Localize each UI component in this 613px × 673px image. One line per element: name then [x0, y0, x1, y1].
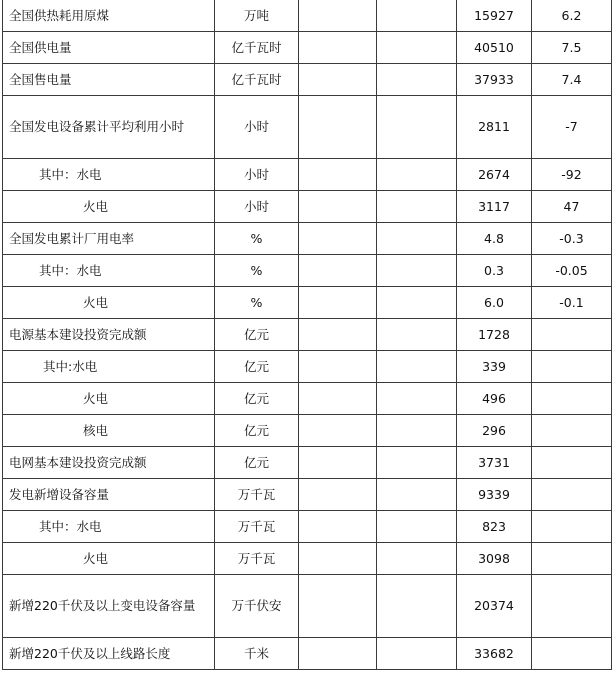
- item-name: 全国供电量: [3, 32, 215, 64]
- item-value: 496: [457, 383, 532, 415]
- table-row: [3, 255, 612, 287]
- empty-cell: [299, 479, 377, 511]
- item-unit: 亿元: [215, 415, 299, 447]
- table-row: [3, 351, 612, 383]
- item-unit: 万吨: [215, 0, 299, 32]
- item-unit: 亿元: [215, 383, 299, 415]
- table-row: [3, 415, 612, 447]
- item-change: [532, 319, 612, 351]
- empty-cell: [377, 415, 457, 447]
- empty-cell: [299, 543, 377, 575]
- item-change: -92: [532, 159, 612, 191]
- item-change: -0.1: [532, 287, 612, 319]
- item-name: 电网基本建设投资完成额: [3, 447, 215, 479]
- item-value: 2811: [457, 96, 532, 159]
- item-change: -7: [532, 96, 612, 159]
- empty-cell: [377, 351, 457, 383]
- table-row: [3, 191, 612, 223]
- item-change: -0.05: [532, 255, 612, 287]
- item-unit: 亿千瓦时: [215, 64, 299, 96]
- empty-cell: [377, 0, 457, 32]
- item-change: 6.2: [532, 0, 612, 32]
- item-value: 3117: [457, 191, 532, 223]
- item-unit: 万千伏安: [215, 575, 299, 638]
- item-name: 全国发电设备累计平均利用小时: [3, 96, 215, 159]
- table-row: [3, 383, 612, 415]
- empty-cell: [299, 96, 377, 159]
- item-unit: %: [215, 255, 299, 287]
- table-row: [3, 319, 612, 351]
- item-unit: 亿元: [215, 447, 299, 479]
- empty-cell: [377, 32, 457, 64]
- empty-cell: [299, 223, 377, 255]
- item-name: 新增220千伏及以上变电设备容量: [3, 575, 215, 638]
- item-name: 电源基本建设投资完成额: [3, 319, 215, 351]
- item-value: 4.8: [457, 223, 532, 255]
- empty-cell: [299, 255, 377, 287]
- empty-cell: [377, 64, 457, 96]
- empty-cell: [377, 383, 457, 415]
- item-unit: 千米: [215, 638, 299, 670]
- item-change: 7.4: [532, 64, 612, 96]
- empty-cell: [377, 191, 457, 223]
- empty-cell: [299, 447, 377, 479]
- item-unit: 小时: [215, 191, 299, 223]
- item-change: 7.5: [532, 32, 612, 64]
- empty-cell: [299, 32, 377, 64]
- item-unit: 亿元: [215, 351, 299, 383]
- item-value: 339: [457, 351, 532, 383]
- empty-cell: [377, 511, 457, 543]
- item-name: 核电: [3, 415, 215, 447]
- empty-cell: [299, 287, 377, 319]
- item-change: 47: [532, 191, 612, 223]
- empty-cell: [377, 223, 457, 255]
- item-change: [532, 415, 612, 447]
- item-unit: 万千瓦: [215, 511, 299, 543]
- item-value: 296: [457, 415, 532, 447]
- item-value: 33682: [457, 638, 532, 670]
- item-change: [532, 479, 612, 511]
- item-value: 2674: [457, 159, 532, 191]
- item-value: 20374: [457, 575, 532, 638]
- item-unit: 万千瓦: [215, 479, 299, 511]
- table-row: [3, 0, 612, 32]
- item-name: 火电: [3, 287, 215, 319]
- table-row: [3, 575, 612, 638]
- item-value: 1728: [457, 319, 532, 351]
- item-name: 全国供热耗用原煤: [3, 0, 215, 32]
- table-row: [3, 447, 612, 479]
- item-change: [532, 351, 612, 383]
- empty-cell: [377, 543, 457, 575]
- item-name: 发电新增设备容量: [3, 479, 215, 511]
- item-value: 15927: [457, 0, 532, 32]
- table-row: [3, 159, 612, 191]
- item-change: [532, 383, 612, 415]
- item-unit: 小时: [215, 96, 299, 159]
- table-row: [3, 479, 612, 511]
- empty-cell: [299, 415, 377, 447]
- empty-cell: [377, 479, 457, 511]
- item-value: 37933: [457, 64, 532, 96]
- empty-cell: [299, 319, 377, 351]
- empty-cell: [299, 351, 377, 383]
- item-value: 0.3: [457, 255, 532, 287]
- empty-cell: [377, 447, 457, 479]
- empty-cell: [299, 511, 377, 543]
- empty-cell: [377, 287, 457, 319]
- item-unit: 亿元: [215, 319, 299, 351]
- empty-cell: [299, 575, 377, 638]
- empty-cell: [377, 96, 457, 159]
- table-row: [3, 543, 612, 575]
- empty-cell: [377, 255, 457, 287]
- item-value: 9339: [457, 479, 532, 511]
- item-name: 其中:水电: [3, 351, 215, 383]
- empty-cell: [299, 638, 377, 670]
- item-change: [532, 447, 612, 479]
- item-name: 火电: [3, 543, 215, 575]
- item-name: 火电: [3, 383, 215, 415]
- item-change: [532, 543, 612, 575]
- table-row: [3, 223, 612, 255]
- item-value: 3098: [457, 543, 532, 575]
- item-change: -0.3: [532, 223, 612, 255]
- item-change: [532, 575, 612, 638]
- empty-cell: [377, 319, 457, 351]
- item-name: 全国售电量: [3, 64, 215, 96]
- item-unit: 小时: [215, 159, 299, 191]
- table-row: [3, 287, 612, 319]
- item-value: 3731: [457, 447, 532, 479]
- item-name: 其中：水电: [3, 255, 215, 287]
- empty-cell: [299, 159, 377, 191]
- table-row: [3, 64, 612, 96]
- item-value: 6.0: [457, 287, 532, 319]
- empty-cell: [299, 383, 377, 415]
- item-unit: 万千瓦: [215, 543, 299, 575]
- item-unit: 亿千瓦时: [215, 32, 299, 64]
- item-name: 其中：水电: [3, 159, 215, 191]
- empty-cell: [299, 64, 377, 96]
- table-row: [3, 511, 612, 543]
- empty-cell: [377, 159, 457, 191]
- item-name: 其中：水电: [3, 511, 215, 543]
- empty-cell: [377, 575, 457, 638]
- item-unit: %: [215, 287, 299, 319]
- item-change: [532, 638, 612, 670]
- empty-cell: [299, 191, 377, 223]
- table-row: [3, 638, 612, 670]
- item-value: 40510: [457, 32, 532, 64]
- statistics-table: [2, 0, 612, 670]
- table-row: [3, 96, 612, 159]
- empty-cell: [377, 638, 457, 670]
- item-name: 新增220千伏及以上线路长度: [3, 638, 215, 670]
- item-unit: %: [215, 223, 299, 255]
- table-row: [3, 32, 612, 64]
- item-change: [532, 511, 612, 543]
- empty-cell: [299, 0, 377, 32]
- item-value: 823: [457, 511, 532, 543]
- item-name: 火电: [3, 191, 215, 223]
- item-name: 全国发电累计厂用电率: [3, 223, 215, 255]
